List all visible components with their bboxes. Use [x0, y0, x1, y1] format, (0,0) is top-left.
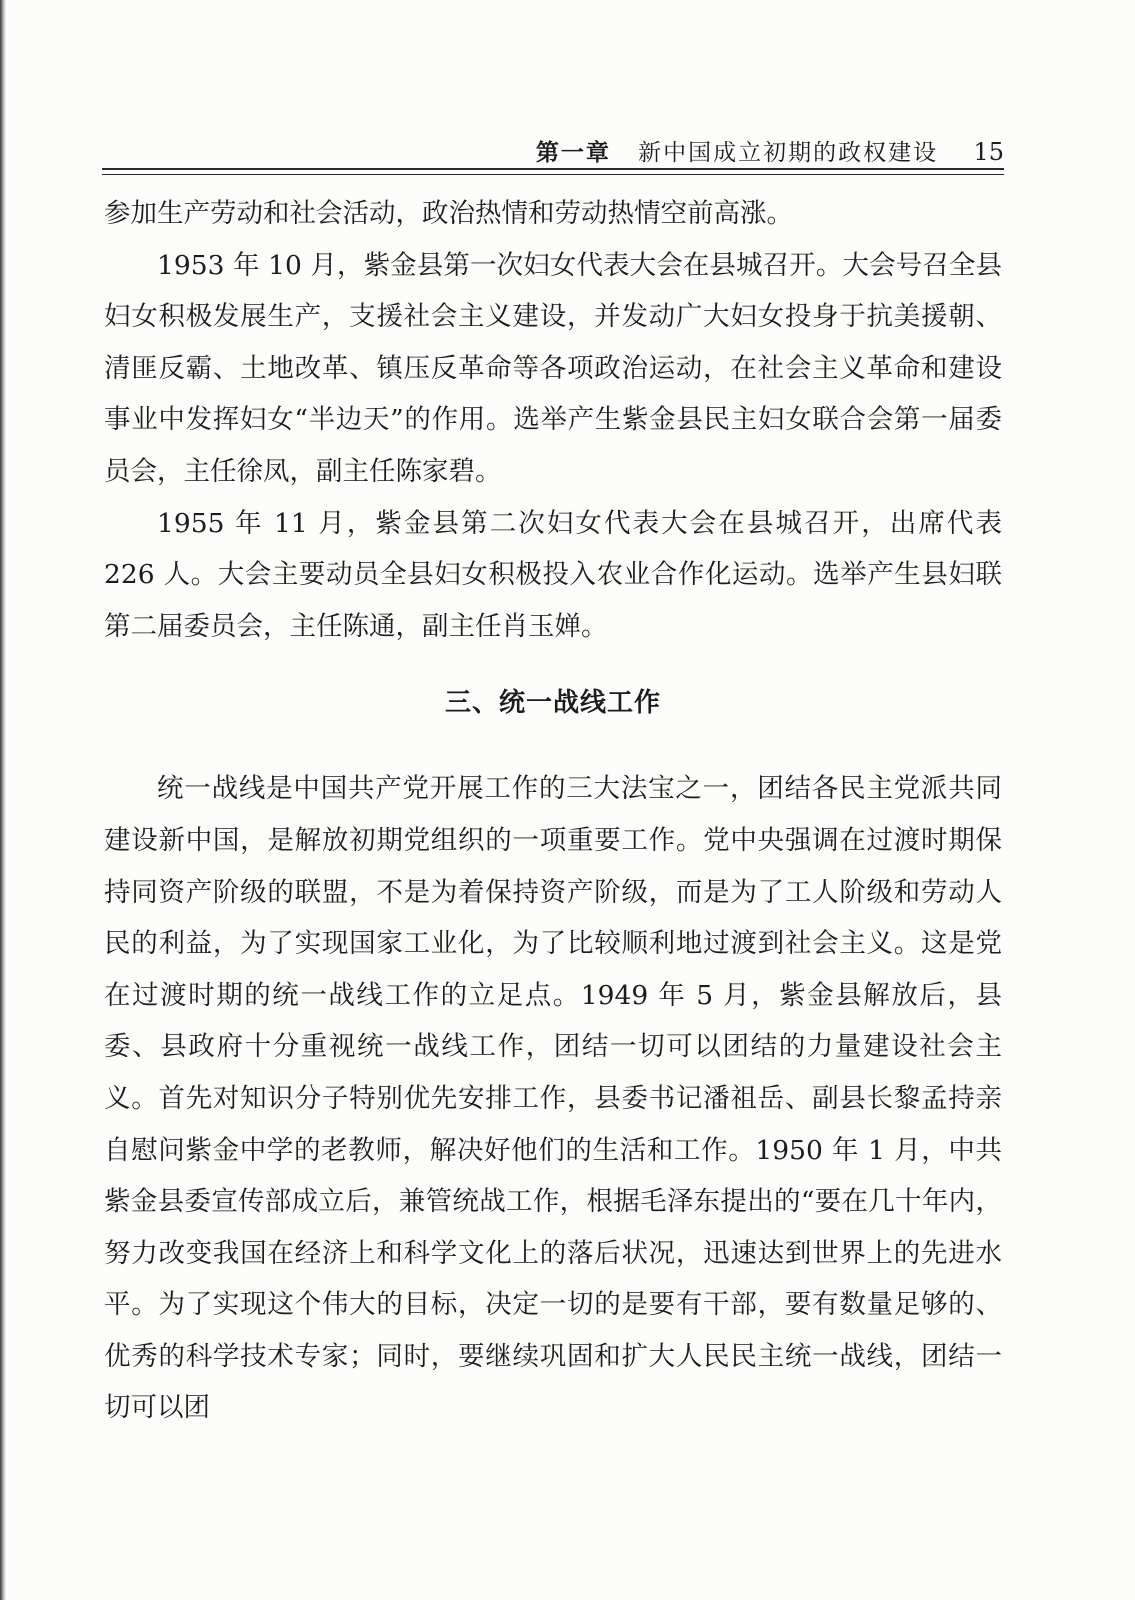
paragraph-1953-congress: 1953 年 10 月，紫金县第一次妇女代表大会在县城召开。大会号召全县妇女积极发展生产，支援社会主义建设，并发动广大妇女投身于抗美援朝、清匪反霸、土地改革、镇压反革命等各项政治运动，在社会主义革命和建设事业中发挥妇女“半边天”的作用。选举产生紫金县民主妇女联合会第一届委员会，主任徐凤，副主任陈家碧。 [104, 249, 1002, 487]
paragraph-1955-congress: 1955 年 11 月，紫金县第二次妇女代表大会在县城召开，出席代表 226 人。大会主要动员全县妇女积极投入农业合作化运动。选举产生县妇联第二届委员会，主任陈通，副主任肖玉婵。 [104, 507, 1002, 642]
chapter-label: 第一章 [535, 139, 611, 166]
header-rule-thin [102, 174, 1004, 175]
paragraph-continued: 参加生产劳动和社会活动，政治热情和劳动热情空前高涨。 [104, 198, 793, 229]
section-heading: 三、统一战线工作 [444, 688, 661, 719]
header-rule-thick [102, 168, 1004, 170]
body-text [104, 188, 1002, 1434]
page-number: 15 [973, 138, 1004, 166]
chapter-title: 新中国成立初期的政权建设 [638, 140, 939, 166]
scan-edge-shadow [0, 0, 6, 1600]
paragraph-united-front: 统一战线是中国共产党开展工作的三大法宝之一，团结各民主党派共同建设新中国，是解放初期党组织的一项重要工作。党中央强调在过渡时期保持同资产阶级的联盟，不是为着保持资产阶级，而是为了工人阶级和劳动人民的利益，为了实现国家工业化，为了比较顺利地过渡到社会主义。这是党在过渡时期的统一战线工作的立足点。1949 年 5 月，紫金县解放后，县委、县政府十分重视统一战线工作，团结一切可以团结的力量建设社会主义。首先对知识分子特别优先安排工作，县委书记潘祖岳、副县长黎孟持亲自慰问紫金中学的老教师，解决好他们的生活和工作。1950 年 1 月，中共紫金县委宣传部成立后，兼管统战工作，根据毛泽东提出的“要在几十年内，努力改变我国在经济上和科学文化上的落后状况，迅速达到世界上的先进水平。为了实现这个伟大的目标，决定一切的是要有干部，要有数量足够的、优秀的科学技术专家；同时，要继续巩固和扩大人民民主统一战线，团结一切可以团 [104, 773, 1002, 1424]
